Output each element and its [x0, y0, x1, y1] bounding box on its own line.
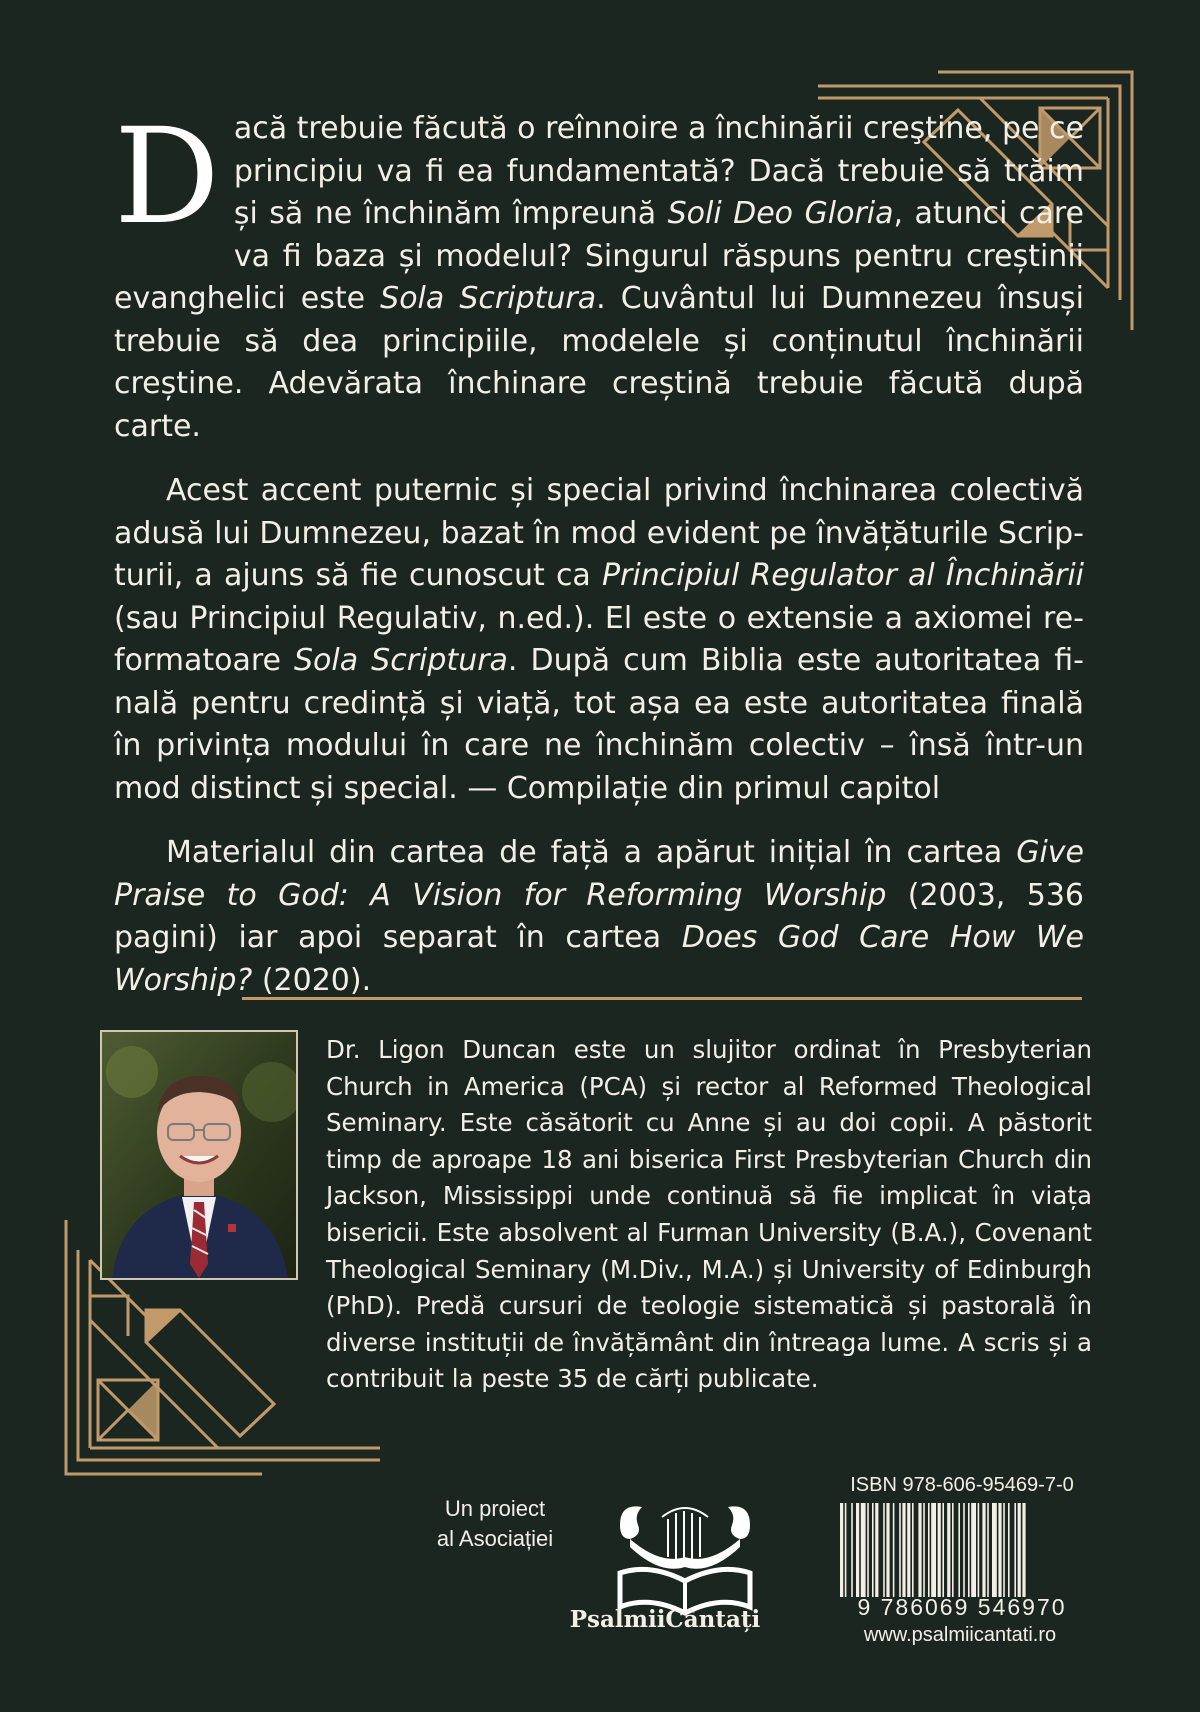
barcode-bar: [958, 1503, 960, 1597]
text-run: (2003, 536 pagini) iar apoi separat în cartea: [114, 877, 1084, 955]
barcode-bar: [1008, 1503, 1010, 1597]
isbn-label: ISBN 978-606-95469-7-0: [850, 1474, 1074, 1496]
barcode-bar: [902, 1503, 905, 1597]
barcode-bar: [893, 1503, 895, 1597]
barcode-bar: [947, 1503, 950, 1597]
barcode-bar: [923, 1503, 925, 1597]
author-bio-tail: Predă cursuri de teologie sistematică și pastorală în diverse instituții de învățământ din întreaga lume. A scris și a contribuit la peste 35 de cărți publicate.: [326, 1291, 1092, 1394]
blurb-paragraph-2-text: [114, 473, 1084, 806]
text-run: (2020).: [252, 962, 372, 998]
barcode-bar: [1003, 1503, 1005, 1597]
barcode-bar: [987, 1503, 989, 1597]
text-run: , atunci care va fi baza și modelul? Singurul răspuns pentru creștinii evanghelici este: [114, 196, 1084, 316]
text-run: . Cuvântul lui Dumnezeu însuși trebuie să dea principiile, modelele și conținutul închinării creștine. Adevărata închinare creștină trebuie făcută după carte.: [114, 281, 1085, 444]
barcode-bar: [886, 1503, 889, 1597]
publisher-website[interactable]: www.psalmiicantati.ro: [863, 1624, 1057, 1646]
barcode-bar: [998, 1503, 1001, 1597]
blurb-paragraph-2: [114, 470, 1084, 810]
barcode-bar: [931, 1503, 936, 1597]
drop-cap: D: [114, 100, 220, 254]
barcode-bar: [845, 1503, 847, 1597]
barcode-bar: [1018, 1503, 1021, 1597]
barcode-bar: [872, 1503, 874, 1597]
isbn-barcode: [836, 1503, 1088, 1597]
barcode-bar: [851, 1503, 853, 1597]
publisher-project-note: [410, 1494, 580, 1554]
barcode-bar: [938, 1503, 941, 1597]
barcode-digits: 9 786069 546970: [857, 1594, 1067, 1620]
barcode-bar: [978, 1503, 980, 1597]
barcode-bar: [942, 1503, 944, 1597]
barcode-bar: [883, 1503, 885, 1597]
book-blurb: [114, 100, 1085, 1002]
text-run: Acest accent puternic și special privind închinarea colectivă adusă lui Dumnezeu, bazat în mod evident pe învățăturile Scripturii, a ajuns să fie cunoscut ca: [114, 473, 1084, 593]
italic-text-run: Soli Deo Gloria: [667, 196, 894, 231]
barcode-bar: [1014, 1503, 1016, 1597]
italic-text-run: Sola Scriptura: [294, 643, 508, 678]
ornament-bottom-pencil: [146, 1310, 274, 1436]
barcode-bar: [952, 1503, 954, 1597]
author-photo: [100, 1030, 298, 1280]
barcode-bar: [840, 1503, 843, 1597]
barcode-bar: [971, 1503, 976, 1597]
blurb-paragraph-3: [114, 832, 1084, 1002]
author-portrait-image: [102, 1032, 296, 1278]
barcode-bar: [928, 1503, 930, 1597]
blurb-paragraph-3-text: [114, 835, 1084, 998]
barcode-bar: [1022, 1503, 1025, 1597]
text-run: Materialul din cartea de față a apărut inițial în cartea: [166, 835, 1017, 870]
italic-text-run: Give Praise to God: A Vision for Reforming Worship: [114, 835, 1084, 913]
author-bio: [326, 1032, 1092, 1398]
barcode-bar: [982, 1503, 985, 1597]
barcode-bar: [963, 1503, 965, 1597]
barcode-bar: [856, 1503, 859, 1597]
section-divider: [242, 997, 1082, 1000]
project-line-1: Un proiect: [444, 1496, 546, 1521]
blurb-paragraph-1-text: [114, 100, 1085, 444]
publisher-logo-name: PsalmiiCântați: [569, 1606, 761, 1633]
barcode-bar: [907, 1503, 910, 1597]
barcode-bar: [992, 1503, 997, 1597]
author-bio-main: Dr. Ligon Duncan este un slujitor ordinat în Presbyterian Church in America (PCA) și rector al Reformed Theological Seminary. Este căsătorit cu Anne și au doi copii. A păstorit timp de aproape 18 ani biserica First Presbyterian Church din Jackson, Mississippi unde continuă să fie implicat în viața bisericii. Este absolvent al Furman University (B.A.), Covenant Theological Seminary (M.Div., M.A.) și University of Edinburgh (PhD).: [326, 1035, 1092, 1321]
barcode-bar: [875, 1503, 878, 1597]
barcode-bar: [918, 1503, 921, 1597]
italic-text-run: Sola Scriptura: [380, 281, 597, 316]
blurb-paragraph-1: [114, 100, 1085, 448]
text-run: . După cum Biblia este autoritatea finală pentru credință și viață, tot așa ea este autoritatea finală în privința modului în care ne închinăm colectiv – însă într-un mod distinct și special. — Compilație din primul capitol: [114, 643, 1084, 806]
italic-text-run: Principiul Regulator al Închinării: [601, 558, 1084, 593]
project-line-2: al Asociației: [436, 1526, 554, 1551]
text-run: acă trebuie făcută o reînnoire a închinării creştine, pe ce principiu va fi ea fundamentată? Dacă trebuie să trăim și să ne închinăm împreună: [233, 111, 1084, 231]
barcode-bar: [861, 1503, 866, 1597]
barcode-bar: [912, 1503, 914, 1597]
barcode-bar: [968, 1503, 970, 1597]
text-run: (sau Principiul Regulativ, n.ed.). El este o extensie a axiomei reformatoare: [114, 600, 1084, 678]
barcode-bar: [899, 1503, 901, 1597]
italic-text-run: Does God Care How We Worship?: [114, 920, 1084, 998]
barcode-bar: [867, 1503, 869, 1597]
